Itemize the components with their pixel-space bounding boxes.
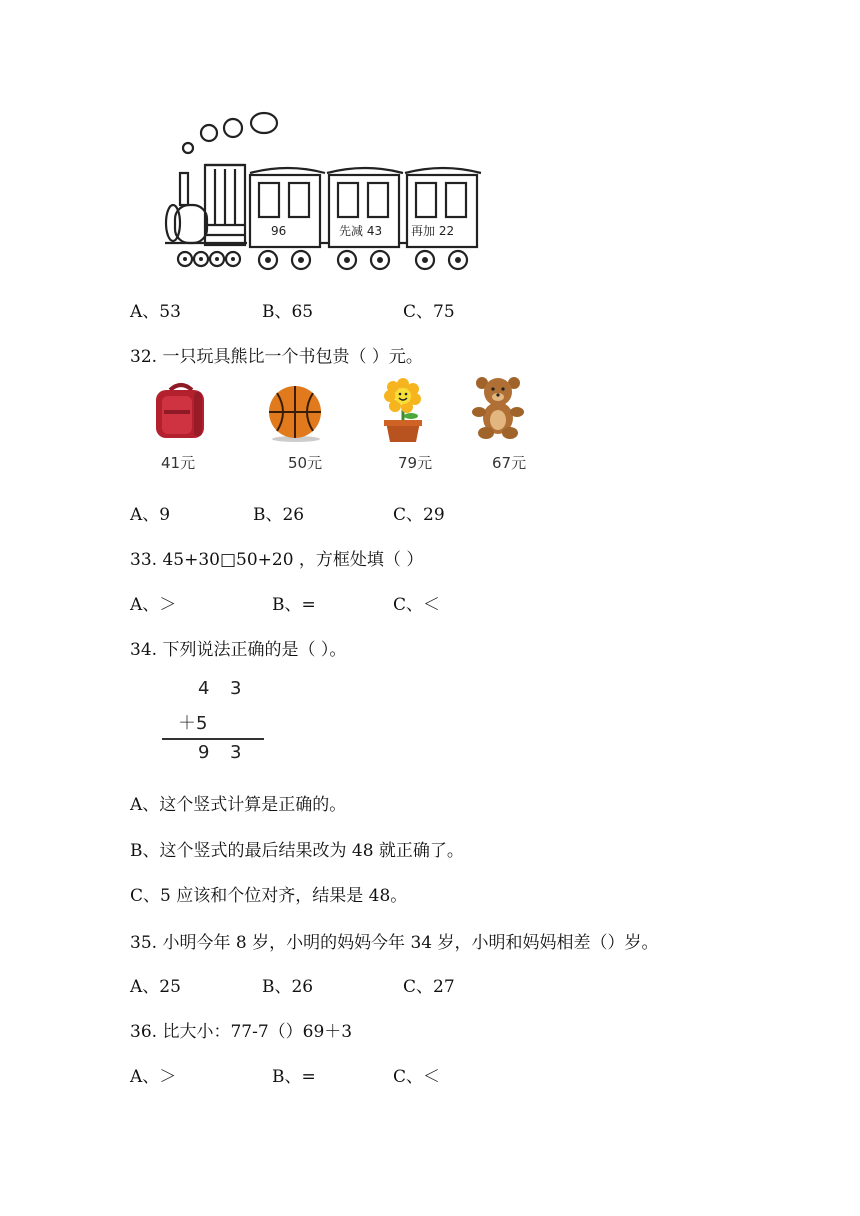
price-basketball: 50元 (288, 454, 323, 472)
train-illustration (155, 105, 495, 280)
question-33: 33. 45+30□50+20 ，方框处填（ ） (130, 550, 424, 570)
option-c: C、29 (393, 505, 445, 525)
locomotive (165, 165, 247, 245)
basketball-icon (265, 383, 327, 443)
option-a: A、这个竖式计算是正确的。 (130, 795, 347, 815)
option-c: C、5 应该和个位对齐，结果是 48。 (130, 886, 408, 906)
option-b: B、= (272, 595, 316, 615)
smoke-puff (201, 125, 217, 141)
option-c: C、75 (403, 302, 455, 322)
option-a: A、25 (130, 977, 181, 997)
teddy-bear-icon (470, 376, 526, 440)
option-c: C、＜ (393, 595, 441, 615)
train-car-label: 96 (271, 224, 287, 238)
backpack-icon (150, 380, 212, 442)
question-35: 35. 小明今年 8 岁，小明的妈妈今年 34 岁，小明和妈妈相差（）岁。 (130, 933, 659, 953)
train-car-label: 再加 22 (411, 224, 455, 238)
option-a: A、9 (130, 505, 171, 525)
option-b: B、这个竖式的最后结果改为 48 就正确了。 (130, 841, 464, 861)
price-teddy-bear: 67元 (492, 454, 527, 472)
option-c: C、＜ (393, 1067, 441, 1087)
option-b: B、26 (262, 977, 314, 997)
question-32: 32. 一只玩具熊比一个书包贵（ ）元。 (130, 347, 423, 367)
flower-pot-icon (378, 378, 428, 444)
question-34: 34. 下列说法正确的是（ ）。 (130, 640, 347, 660)
smoke-puff (224, 119, 242, 137)
option-c: C、27 (403, 977, 455, 997)
calc-addend: ＋5 (178, 713, 208, 734)
smoke-puff (251, 113, 277, 133)
option-b: B、= (272, 1067, 316, 1087)
option-a: A、53 (130, 302, 181, 322)
price-backpack: 41元 (161, 454, 196, 472)
option-b: B、65 (262, 302, 314, 322)
calc-result-digit: 3 (230, 742, 242, 763)
price-flower: 79元 (398, 454, 433, 472)
calc-top-digit: 3 (230, 678, 242, 699)
question-36: 36. 比大小：77-7（）69＋3 (130, 1022, 353, 1042)
train-car-label: 先减 43 (339, 224, 383, 238)
option-b: B、26 (253, 505, 305, 525)
option-a: A、＞ (130, 1067, 177, 1087)
train-car-1 (250, 168, 325, 247)
smoke-puff (183, 143, 193, 153)
option-a: A、＞ (130, 595, 177, 615)
calc-result-digit: 9 (198, 742, 210, 763)
calc-top-digit: 4 (198, 678, 210, 699)
calc-line (162, 738, 264, 740)
